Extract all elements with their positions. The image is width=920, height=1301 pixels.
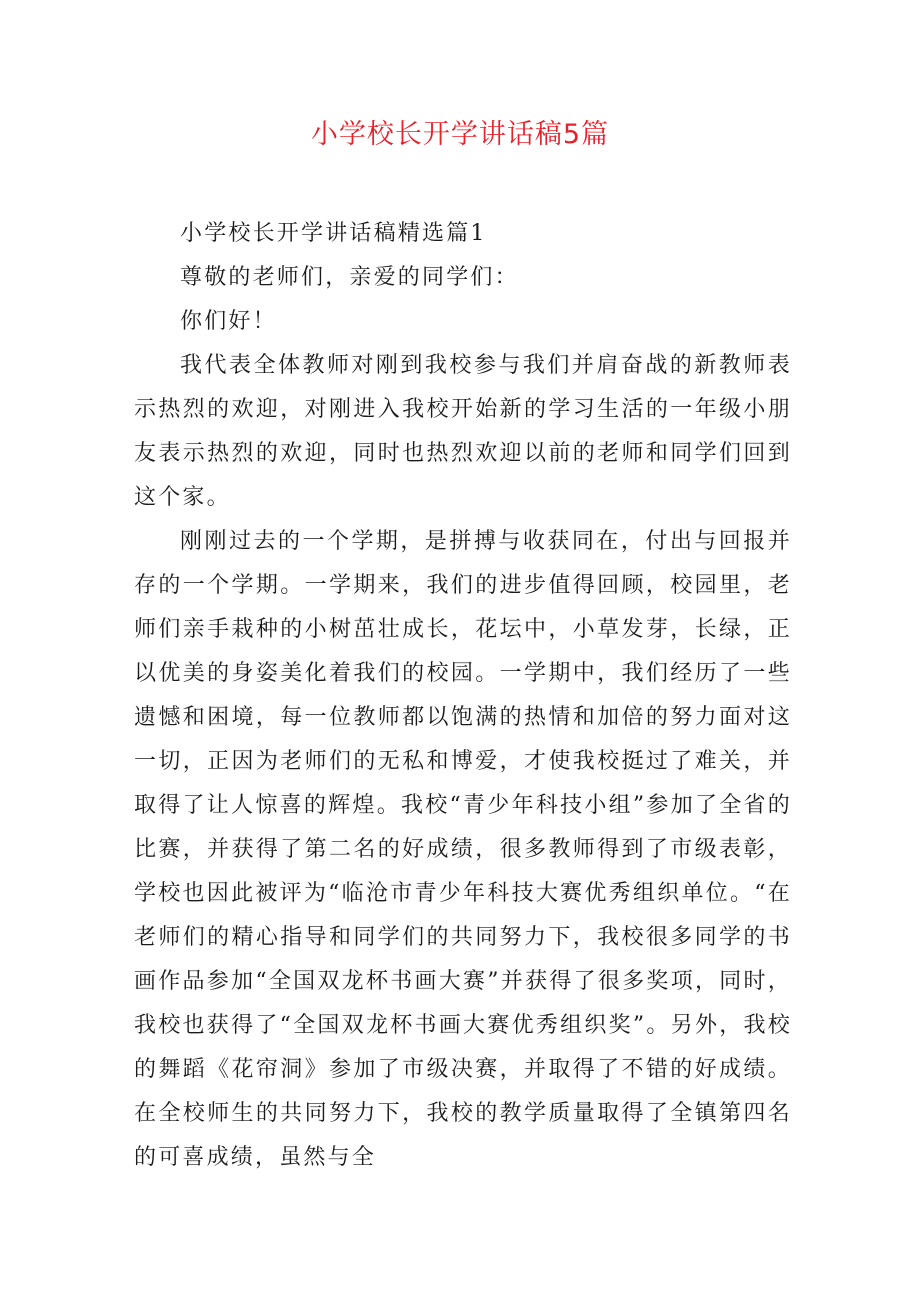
body-paragraph-welcome: 我代表全体教师对刚到我校参与我们并肩奋战的新教师表示热烈的欢迎，对刚进入我校开始新的学习生活的一年级小朋友表示热烈的欢迎，同时也热烈欢迎以前的老师和同学们回到这个家。	[134, 353, 792, 510]
salutation: 尊敬的老师们，亲爱的同学们：	[180, 265, 519, 290]
document-body	[134, 212, 792, 1180]
greeting: 你们好！	[180, 309, 277, 334]
document-title: 小学校长开学讲话稿5篇	[310, 119, 610, 150]
section-heading: 小学校长开学讲话稿精选篇1	[180, 221, 487, 246]
body-paragraph-review: 刚刚过去的一个学期，是拼搏与收获同在，付出与回报并存的一个学期。一学期来，我们的进步值得回顾，校园里，老师们亲手栽种的小树茁壮成长，花坛中，小草发芽，长绿，正以优美的身姿美化着我们的校园。一学期中，我们经历了一些遗憾和困境，每一位教师都以饱满的热情和加倍的努力面对这一切，正因为老师们的无私和博爱，才使我校挺过了难关，并取得了让人惊喜的辉煌。我校“青少年科技小组”参加了全省的比赛，并获得了第二名的好成绩，很多教师得到了市级表彰，学校也因此被评为“临沧市青少年科技大赛优秀组织单位。“在老师们的精心指导和同学们的共同努力下，我校很多同学的书画作品参加“全国双龙杯书画大赛”并获得了很多奖项，同时，我校也获得了“全国双龙杯书画大赛优秀组织奖”。另外，我校的舞蹈《花帘洞》参加了市级决赛，并取得了不错的好成绩。在全校师生的共同努力下，我校的教学质量取得了全镇第四名的可喜成绩，虽然与全	[134, 529, 792, 1170]
